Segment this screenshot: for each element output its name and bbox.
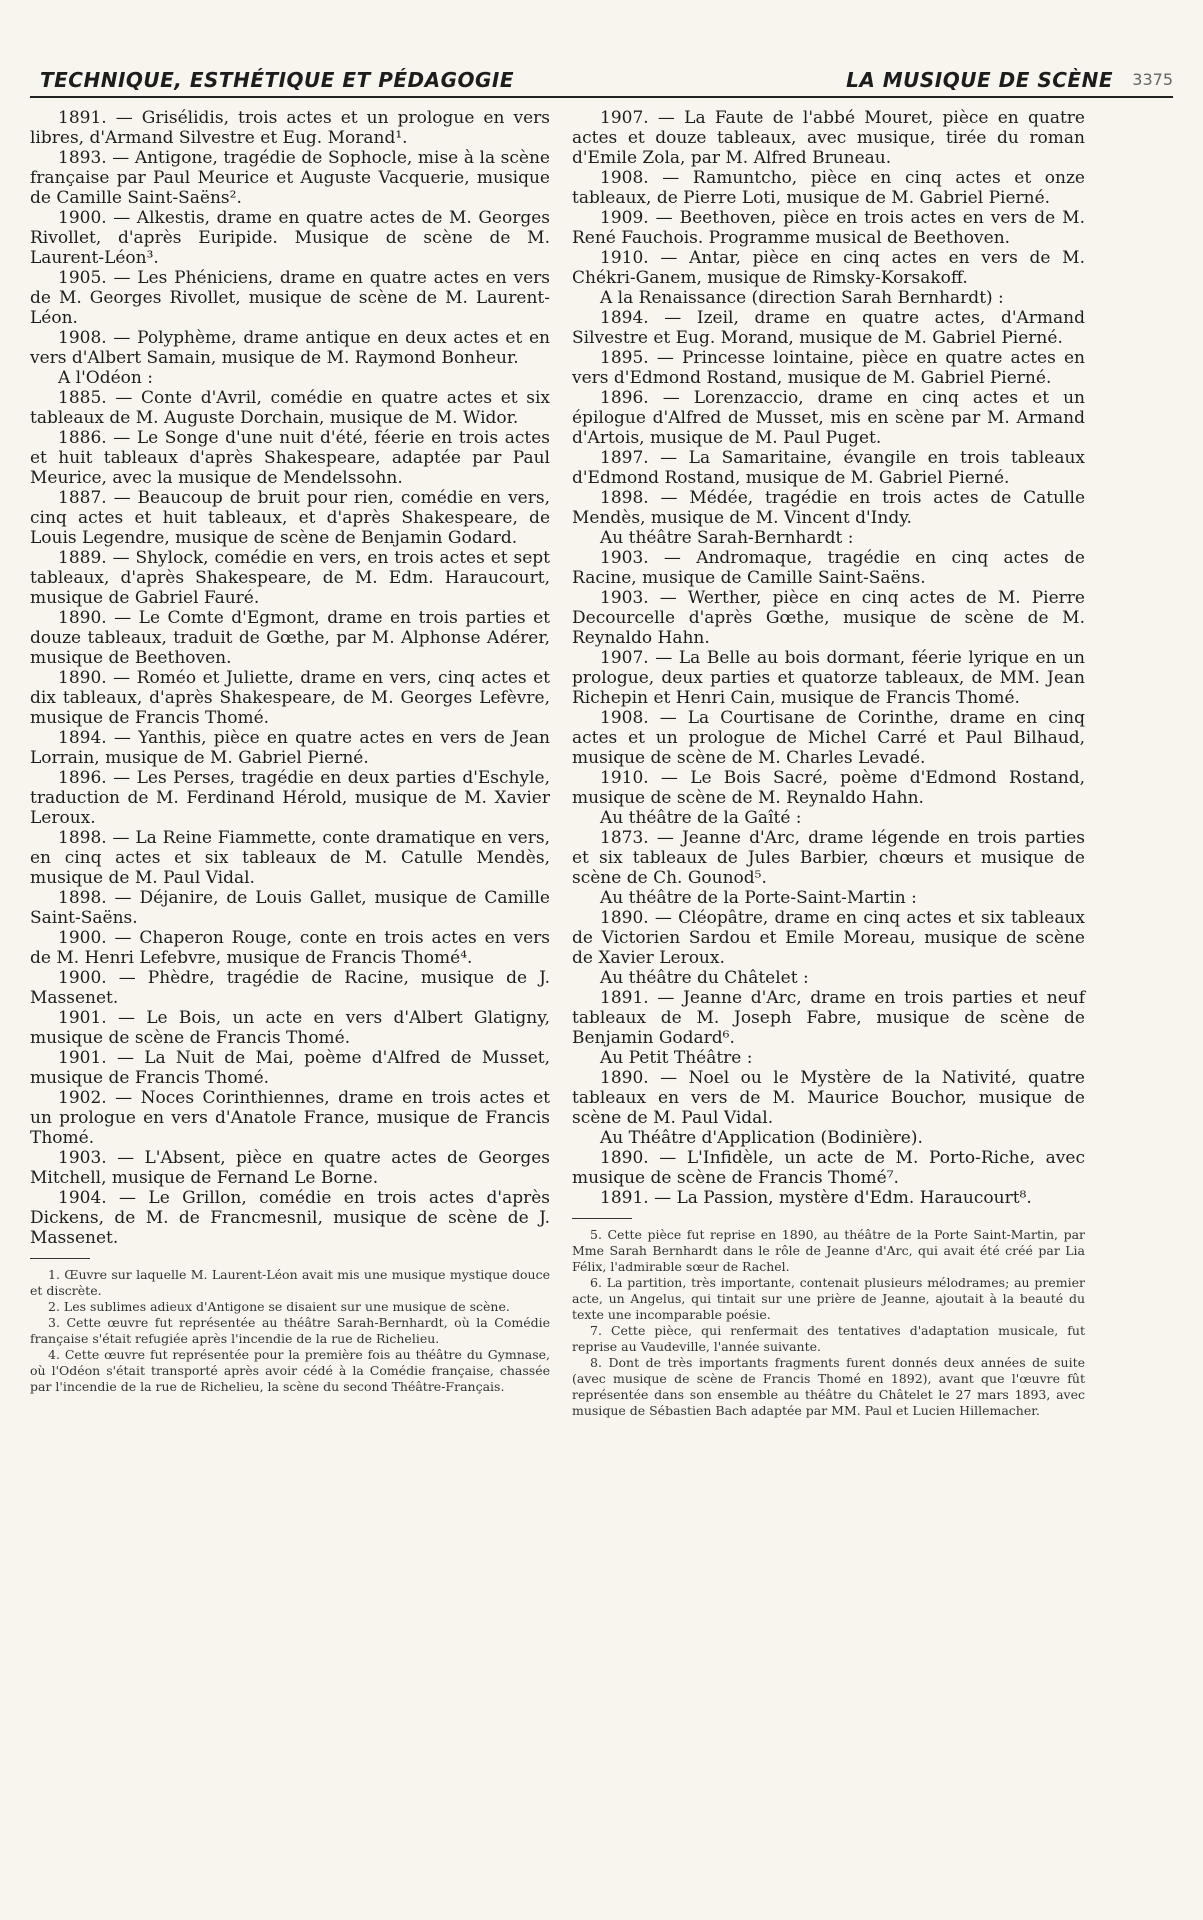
catalog-entry: 1905. — Les Phéniciens, drame en quatre actes en vers de M. Georges Rivollet, musique de scène de M. Laurent-Léon.	[30, 268, 550, 328]
catalog-entry: 1886. — Le Songe d'une nuit d'été, féerie en trois actes et huit tableaux d'après Shakespeare, adaptée par Paul Meurice, avec la musique de Mendelssohn.	[30, 428, 550, 488]
catalog-entry: 1904. — Le Grillon, comédie en trois actes d'après Dickens, de M. de Francmesnil, musique de scène de J. Massenet.	[30, 1188, 550, 1248]
header-left-title: TECHNIQUE, ESTHÉTIQUE ET PÉDAGOGIE	[40, 68, 515, 92]
catalog-entry: Au théâtre Sarah-Bernhardt :	[600, 528, 854, 548]
catalog-entry: 1890. — Noel ou le Mystère de la Nativité, quatre tableaux en vers de M. Maurice Bouchor, musique de scène de M. Paul Vidal.	[572, 1068, 1085, 1128]
footnote: 1. Œuvre sur laquelle M. Laurent-Léon avait mis une musique mystique douce et discrète.	[30, 1267, 550, 1298]
catalog-entry: 1896. — Lorenzaccio, drame en cinq actes et un épilogue d'Alfred de Musset, mis en scène par M. Armand d'Artois, musique de M. Paul Puget.	[572, 388, 1085, 448]
catalog-entry: 1897. — La Samaritaine, évangile en trois tableaux d'Edmond Rostand, musique de M. Gabriel Pierné.	[572, 448, 1085, 488]
left-column-body	[30, 108, 550, 1248]
right-column	[572, 108, 1085, 1419]
footnote: 4. Cette œuvre fut représentée pour la première fois au théâtre du Gymnase, où l'Odéon s'était transporté après avoir cédé à la Comédie française, chassée par l'incendie de la rue de Richelieu, la scène du second Théâtre-Français.	[30, 1347, 550, 1394]
footnote: 8. Dont de très importants fragments furent donnés deux années de suite (avec musique de scène de Francis Thomé en 1892), avant que l'œuvre fût représentée dans son ensemble au théâtre du Châtelet le 27 mars 1893, avec musique de Sébastien Bach adaptée par MM. Paul et Lucien Hillemacher.	[572, 1355, 1085, 1418]
left-column	[30, 108, 550, 1395]
catalog-entry: 1903. — L'Absent, pièce en quatre actes de Georges Mitchell, musique de Fernand Le Borne.	[30, 1148, 550, 1188]
catalog-entry: 1903. — Werther, pièce en cinq actes de M. Pierre Decourcelle d'après Gœthe, musique de scène de M. Reynaldo Hahn.	[572, 588, 1085, 648]
catalog-entry: 1890. — Roméo et Juliette, drame en vers, cinq actes et dix tableaux, d'après Shakespeare, de M. Georges Lefèvre, musique de Francis Thomé.	[30, 668, 550, 728]
catalog-entry: 1901. — Le Bois, un acte en vers d'Albert Glatigny, musique de scène de Francis Thomé.	[30, 1008, 550, 1048]
catalog-entry: 1896. — Les Perses, tragédie en deux parties d'Eschyle, traduction de M. Ferdinand Hérold, musique de M. Xavier Leroux.	[30, 768, 550, 828]
catalog-entry: 1889. — Shylock, comédie en vers, en trois actes et sept tableaux, d'après Shakespeare, de M. Edm. Haraucourt, musique de Gabriel Fauré.	[30, 548, 550, 608]
running-header	[30, 66, 1173, 98]
catalog-entry: 1885. — Conte d'Avril, comédie en quatre actes et six tableaux de M. Auguste Dorchain, musique de M. Widor.	[30, 388, 550, 428]
footnote: 7. Cette pièce, qui renfermait des tentatives d'adaptation musicale, fut reprise au Vaudeville, l'année suivante.	[572, 1323, 1085, 1354]
catalog-entry: 1893. — Antigone, tragédie de Sophocle, mise à la scène française par Paul Meurice et Auguste Vacquerie, musique de Camille Saint-Saëns².	[30, 148, 550, 208]
catalog-entry: 1891. — La Passion, mystère d'Edm. Haraucourt⁸.	[600, 1188, 1032, 1208]
catalog-entry: 1903. — Andromaque, tragédie en cinq actes de Racine, musique de Camille Saint-Saëns.	[572, 548, 1085, 588]
catalog-entry: 1898. — Médée, tragédie en trois actes de Catulle Mendès, musique de M. Vincent d'Indy.	[572, 488, 1085, 528]
page-number: 3375	[1132, 70, 1173, 89]
catalog-entry: A l'Odéon :	[58, 368, 153, 388]
catalog-entry: 1890. — Cléopâtre, drame en cinq actes et six tableaux de Victorien Sardou et Emile Moreau, musique de scène de Xavier Leroux.	[572, 908, 1085, 968]
footnote: 6. La partition, très importante, contenait plusieurs mélodrames; au premier acte, un Angelus, qui tintait sur une prière de Jeanne, ajoutait à la beauté du texte une incomparable poésie.	[572, 1275, 1085, 1322]
catalog-entry: 1910. — Le Bois Sacré, poème d'Edmond Rostand, musique de scène de M. Reynaldo Hahn.	[572, 768, 1085, 808]
catalog-entry: 1910. — Antar, pièce en cinq actes en vers de M. Chékri-Ganem, musique de Rimsky-Korsakoff.	[572, 248, 1085, 288]
catalog-entry: Au théâtre de la Gaîté :	[600, 808, 802, 828]
left-footnotes	[30, 1267, 550, 1395]
catalog-entry: 1908. — Polyphème, drame antique en deux actes et en vers d'Albert Samain, musique de M. Raymond Bonheur.	[30, 328, 550, 368]
catalog-entry: 1909. — Beethoven, pièce en trois actes en vers de M. René Fauchois. Programme musical de Beethoven.	[572, 208, 1085, 248]
catalog-entry: A la Renaissance (direction Sarah Bernhardt) :	[600, 288, 1004, 308]
right-footnotes	[572, 1227, 1085, 1419]
catalog-entry: Au Petit Théâtre :	[600, 1048, 753, 1068]
catalog-entry: 1902. — Noces Corinthiennes, drame en trois actes et un prologue en vers d'Anatole France, musique de Francis Thomé.	[30, 1088, 550, 1148]
catalog-entry: 1894. — Izeil, drame en quatre actes, d'Armand Silvestre et Eug. Morand, musique de M. Gabriel Pierné.	[572, 308, 1085, 348]
catalog-entry: 1890. — Le Comte d'Egmont, drame en trois parties et douze tableaux, traduit de Gœthe, par M. Alphonse Adérer, musique de Beethoven.	[30, 608, 550, 668]
catalog-entry: 1894. — Yanthis, pièce en quatre actes en vers de Jean Lorrain, musique de M. Gabriel Pierné.	[30, 728, 550, 768]
footnote: 5. Cette pièce fut reprise en 1890, au théâtre de la Porte Saint-Martin, par Mme Sarah Bernhardt dans le rôle de Jeanne d'Arc, qui avait été créé par Lia Félix, l'admirable sœur de Rachel.	[572, 1227, 1085, 1274]
catalog-entry: 1900. — Chaperon Rouge, conte en trois actes en vers de M. Henri Lefebvre, musique de Francis Thomé⁴.	[30, 928, 550, 968]
header-right-title: LA MUSIQUE DE SCÈNE	[846, 68, 1113, 92]
catalog-entry: 1898. — La Reine Fiammette, conte dramatique en vers, en cinq actes et six tableaux de M. Catulle Mendès, musique de M. Paul Vidal.	[30, 828, 550, 888]
catalog-entry: 1890. — L'Infidèle, un acte de M. Porto-Riche, avec musique de scène de Francis Thomé⁷.	[572, 1148, 1085, 1188]
catalog-entry: 1907. — La Belle au bois dormant, féerie lyrique en un prologue, deux parties et quatorze tableaux, de MM. Jean Richepin et Henri Cain, musique de Francis Thomé.	[572, 648, 1085, 708]
footnote-separator	[30, 1258, 90, 1259]
catalog-entry: 1891. — Jeanne d'Arc, drame en trois parties et neuf tableaux de M. Joseph Fabre, musique de scène de Benjamin Godard⁶.	[572, 988, 1085, 1048]
footnote-separator	[572, 1218, 632, 1219]
catalog-entry: 1901. — La Nuit de Mai, poème d'Alfred de Musset, musique de Francis Thomé.	[30, 1048, 550, 1088]
catalog-entry: 1873. — Jeanne d'Arc, drame légende en trois parties et six tableaux de Jules Barbier, chœurs et musique de scène de Ch. Gounod⁵.	[572, 828, 1085, 888]
catalog-entry: 1891. — Grisélidis, trois actes et un prologue en vers libres, d'Armand Silvestre et Eug. Morand¹.	[30, 108, 550, 148]
catalog-entry: 1908. — Ramuntcho, pièce en cinq actes et onze tableaux, de Pierre Loti, musique de M. Gabriel Pierné.	[572, 168, 1085, 208]
footnote: 2. Les sublimes adieux d'Antigone se disaient sur une musique de scène.	[48, 1299, 510, 1314]
catalog-entry: 1895. — Princesse lointaine, pièce en quatre actes en vers d'Edmond Rostand, musique de M. Gabriel Pierné.	[572, 348, 1085, 388]
catalog-entry: 1900. — Phèdre, tragédie de Racine, musique de J. Massenet.	[30, 968, 550, 1008]
catalog-entry: Au théâtre du Châtelet :	[600, 968, 809, 988]
catalog-entry: Au Théâtre d'Application (Bodinière).	[600, 1128, 923, 1148]
catalog-entry: 1907. — La Faute de l'abbé Mouret, pièce en quatre actes et douze tableaux, avec musique, tirée du roman d'Emile Zola, par M. Alfred Bruneau.	[572, 108, 1085, 168]
catalog-entry: Au théâtre de la Porte-Saint-Martin :	[600, 888, 917, 908]
catalog-entry: 1887. — Beaucoup de bruit pour rien, comédie en vers, cinq actes et huit tableaux, et d'après Shakespeare, de Louis Legendre, musique de scène de Benjamin Godard.	[30, 488, 550, 548]
catalog-entry: 1900. — Alkestis, drame en quatre actes de M. Georges Rivollet, d'après Euripide. Musique de scène de M. Laurent-Léon³.	[30, 208, 550, 268]
right-column-body	[572, 108, 1085, 1208]
catalog-entry: 1898. — Déjanire, de Louis Gallet, musique de Camille Saint-Saëns.	[30, 888, 550, 928]
catalog-entry: 1908. — La Courtisane de Corinthe, drame en cinq actes et un prologue de Michel Carré et Paul Bilhaud, musique de scène de M. Charles Levadé.	[572, 708, 1085, 768]
footnote: 3. Cette œuvre fut représentée au théâtre Sarah-Bernhardt, où la Comédie française s'était refugiée après l'incendie de la rue de Richelieu.	[30, 1315, 550, 1346]
